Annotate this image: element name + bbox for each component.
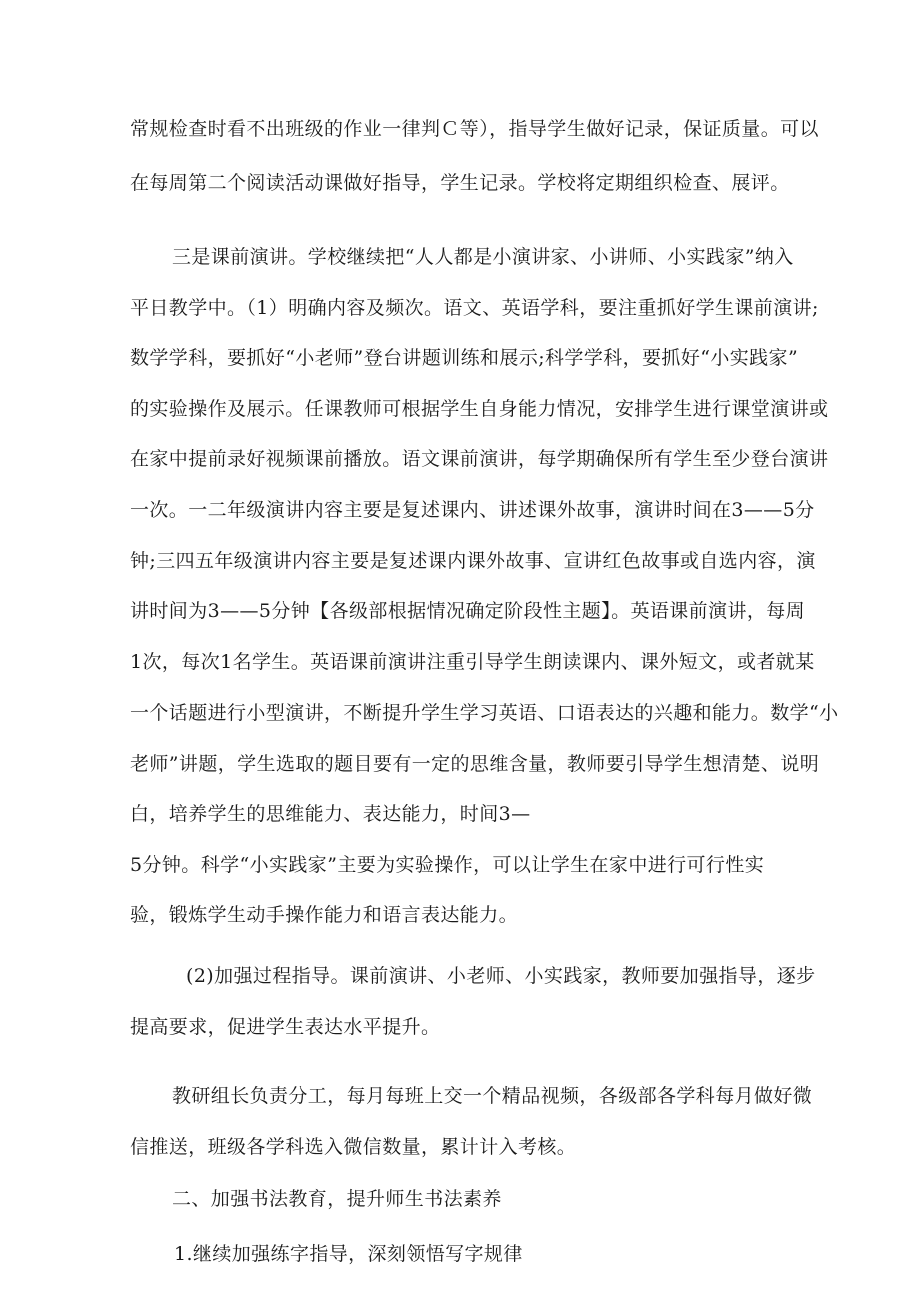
paragraph-line: 平日教学中。（1）明确内容及频次。语文、英语学科，要注重抓好学生课前演讲; — [130, 297, 819, 319]
paragraph-line: 教研组长负责分工，每月每班上交一个精品视频，各级部各学科每月做好微 — [172, 1085, 813, 1107]
paragraph-line: 5分钟。科学“小实践家”主要为实验操作，可以让学生在家中进行可行性实 — [130, 854, 765, 876]
paragraph-line: 数学学科，要抓好“小老师”登台讲题训练和展示;科学学科，要抓好“小实践家” — [130, 347, 799, 369]
paragraph-line: 一个话题进行小型演讲，不断提升学生学习英语、口语表达的兴趣和能力。数学“小 — [130, 702, 839, 724]
paragraph-line: (2)加强过程指导。课前演讲、小老师、小实践家，教师要加强指导，逐步 — [186, 965, 816, 987]
paragraph-line: 讲时间为3——5分钟【各级部根据情况确定阶段性主题】。英语课前演讲，每周 — [130, 600, 806, 622]
paragraph-line: 老师”讲题，学生选取的题目要有一定的思维含量，教师要引导学生想清楚、说明 — [130, 753, 820, 775]
paragraph-line: 在家中提前录好视频课前播放。语文课前演讲，每学期确保所有学生至少登台演讲 — [130, 448, 829, 470]
paragraph-line: 钟;三四五年级演讲内容主要是复述课内课外故事、宣讲红色故事或自选内容，演 — [130, 550, 816, 572]
paragraph-line: 白，培养学生的思维能力、表达能力，时间3— — [130, 803, 531, 825]
paragraph-line: 常规检查时看不出班级的作业一律判Ｃ等），指导学生做好记录，保证质量。可以 — [130, 118, 819, 140]
subsection-heading: 1.继续加强练字指导，深刻领悟写字规律 — [174, 1243, 523, 1265]
paragraph-line: 信推送，班级各学科选入微信数量，累计计入考核。 — [130, 1136, 577, 1158]
paragraph-line: 在每周第二个阅读活动课做好指导，学生记录。学校将定期组织检查、展评。 — [130, 172, 790, 194]
paragraph-line: 的实验操作及展示。任课教师可根据学生自身能力情况，安排学生进行课堂演讲或 — [130, 398, 829, 420]
paragraph-line: 一次。一二年级演讲内容主要是复述课内、讲述课外故事，演讲时间在3——5分 — [130, 499, 815, 521]
section-heading: 二、加强书法教育，提升师生书法素养 — [172, 1188, 502, 1210]
paragraph-line: 验，锻炼学生动手操作能力和语言表达能力。 — [130, 904, 519, 926]
paragraph-line: 1次，每次1名学生。英语课前演讲注重引导学生朗读课内、课外短文，或者就某 — [130, 651, 815, 673]
paragraph-line: 提高要求，促进学生表达水平提升。 — [130, 1016, 441, 1038]
paragraph-line: 三是课前演讲。学校继续把“人人都是小演讲家、小讲师、小实践家”纳入 — [172, 246, 794, 268]
